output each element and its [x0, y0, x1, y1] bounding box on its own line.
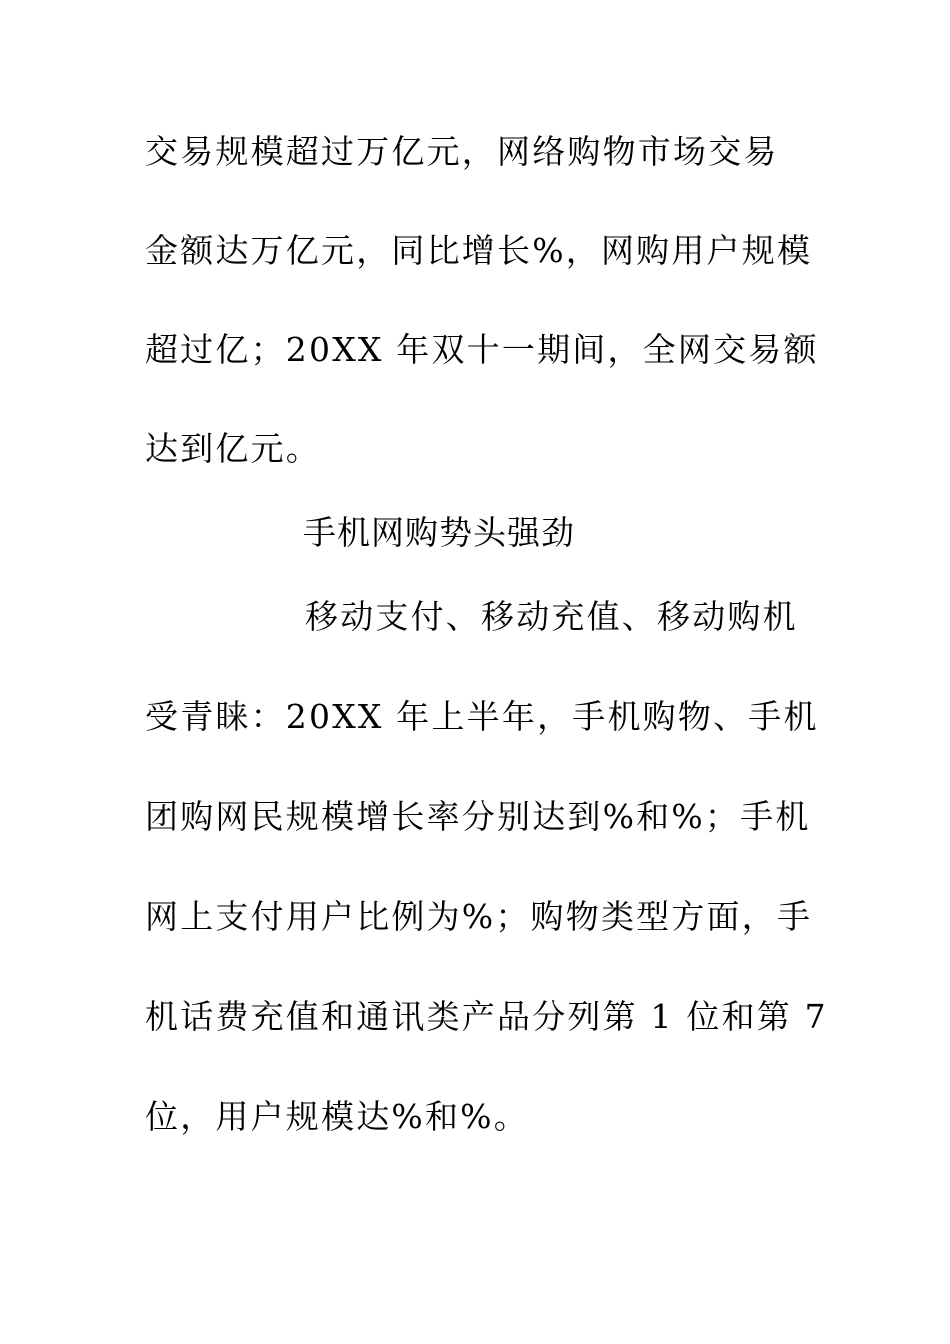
paragraph-1-line-3: 超过亿；20XX 年双十一期间，全网交易额: [145, 330, 819, 369]
paragraph-2-line-6: 位，用户规模达%和%。: [145, 1097, 529, 1136]
paragraph-1-line-2: 金额达万亿元，同比增长%，网购用户规模: [145, 231, 813, 270]
paragraph-1-line-4: 达到亿元。: [145, 429, 321, 468]
paragraph-2-line-2: 受青睐：20XX 年上半年，手机购物、手机: [145, 697, 819, 736]
paragraph-2-line-3: 团购网民规模增长率分别达到%和%；手机: [145, 797, 811, 836]
section-heading: 手机网购势头强劲: [303, 513, 575, 552]
paragraph-1-line-1: 交易规模超过万亿元，网络购物市场交易: [145, 132, 779, 171]
paragraph-2-line-1: 移动支付、移动充值、移动购机: [305, 597, 798, 636]
paragraph-2-line-5: 机话费充值和通讯类产品分列第 1 位和第 7: [145, 997, 828, 1036]
paragraph-2-line-4: 网上支付用户比例为%；购物类型方面，手: [145, 897, 813, 936]
